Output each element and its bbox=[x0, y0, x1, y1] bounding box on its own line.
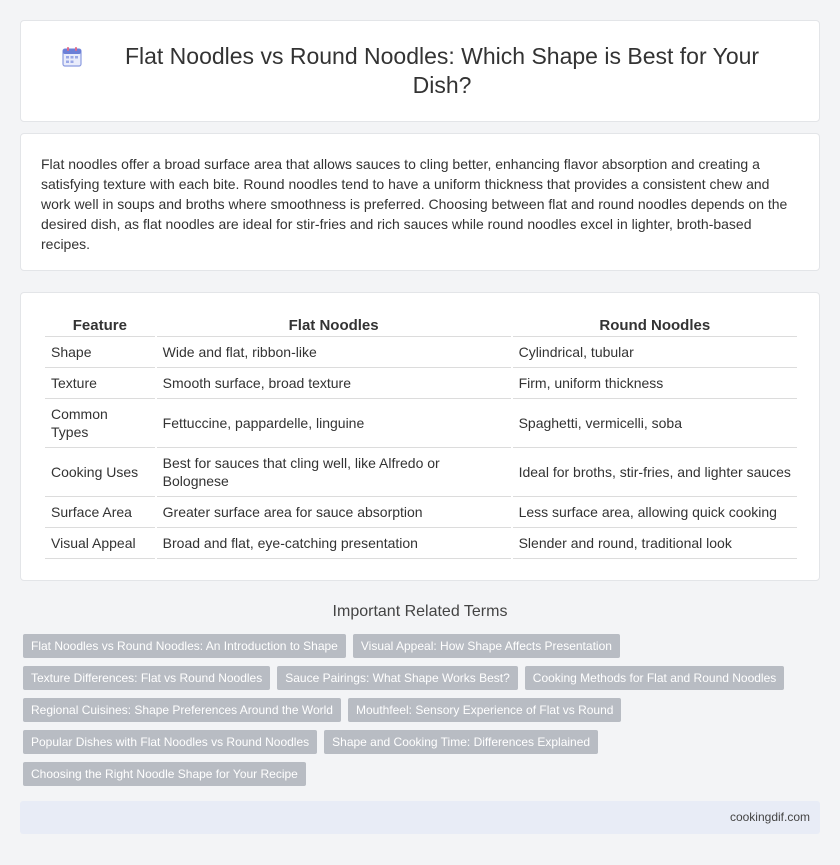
tag-row bbox=[23, 634, 813, 658]
table-cell: Visual Appeal bbox=[45, 528, 155, 559]
table-cell: Spaghetti, vermicelli, soba bbox=[513, 399, 797, 448]
related-tag-link[interactable]: Visual Appeal: How Shape Affects Presentation bbox=[353, 634, 620, 658]
related-tag-link[interactable]: Mouthfeel: Sensory Experience of Flat vs Round bbox=[348, 698, 621, 722]
table-cell: Texture bbox=[45, 368, 155, 399]
table-cell: Less surface area, allowing quick cooking bbox=[513, 497, 797, 528]
related-tag-link[interactable]: Popular Dishes with Flat Noodles vs Round Noodles bbox=[23, 730, 317, 754]
related-tag-link[interactable]: Cooking Methods for Flat and Round Noodles bbox=[525, 666, 784, 690]
table-cell: Slender and round, traditional look bbox=[513, 528, 797, 559]
table-row bbox=[45, 448, 797, 497]
table-cell: Smooth surface, broad texture bbox=[157, 368, 511, 399]
related-tags bbox=[23, 634, 813, 794]
table-row bbox=[45, 399, 797, 448]
related-tag-link[interactable]: Sauce Pairings: What Shape Works Best? bbox=[277, 666, 518, 690]
header-round-noodles: Round Noodles bbox=[513, 315, 797, 337]
table-cell: Common Types bbox=[45, 399, 155, 448]
table-cell: Greater surface area for sauce absorption bbox=[157, 497, 511, 528]
table-cell: Surface Area bbox=[45, 497, 155, 528]
intro-text: Flat noodles offer a broad surface area that allows sauces to cling better, enhancing flavor absorption and creating a satisfying texture with each bite. Round noodles tend to have a uniform thickness that provides a consistent chew and work well in soups and broths where smoothness is preferred. Choosing between flat and round noodles depends on the desired dish, as flat noodles are ideal for stir-fries and rich sauces while round noodles excel in lighter, broth-based recipes. bbox=[41, 156, 788, 252]
calendar-icon bbox=[60, 45, 84, 69]
table-cell: Fettuccine, pappardelle, linguine bbox=[157, 399, 511, 448]
tag-row bbox=[23, 730, 813, 754]
footer-site-link[interactable]: cookingdif.com bbox=[729, 810, 810, 824]
table-row bbox=[45, 497, 797, 528]
related-tag-link[interactable]: Choosing the Right Noodle Shape for Your Recipe bbox=[23, 762, 306, 786]
related-tag-link[interactable]: Regional Cuisines: Shape Preferences Around the World bbox=[23, 698, 341, 722]
table-cell: Cooking Uses bbox=[45, 448, 155, 497]
related-tag-link[interactable]: Flat Noodles vs Round Noodles: An Introduction to Shape bbox=[23, 634, 346, 658]
tag-row bbox=[23, 762, 813, 786]
table-cell: Wide and flat, ribbon-like bbox=[157, 337, 511, 368]
page-title: Flat Noodles vs Round Noodles: Which Shape is Best for Your Dish? bbox=[124, 43, 760, 98]
comparison-table bbox=[43, 315, 799, 559]
table-row bbox=[45, 368, 797, 399]
table-row bbox=[45, 528, 797, 559]
intro-card bbox=[20, 133, 820, 271]
table-cell: Shape bbox=[45, 337, 155, 368]
related-terms-title: Important Related Terms bbox=[332, 603, 508, 620]
table-header-row bbox=[45, 315, 797, 337]
tag-row bbox=[23, 698, 813, 722]
header-card bbox=[20, 20, 820, 122]
table-cell: Firm, uniform thickness bbox=[513, 368, 797, 399]
table-row bbox=[45, 337, 797, 368]
related-tag-link[interactable]: Shape and Cooking Time: Differences Explained bbox=[324, 730, 598, 754]
related-tag-link[interactable]: Texture Differences: Flat vs Round Noodles bbox=[23, 666, 270, 690]
table-cell: Broad and flat, eye-catching presentation bbox=[157, 528, 511, 559]
table-cell: Ideal for broths, stir-fries, and lighter sauces bbox=[513, 448, 797, 497]
title-wrap bbox=[60, 42, 780, 100]
table-cell: Cylindrical, tubular bbox=[513, 337, 797, 368]
tag-row bbox=[23, 666, 813, 690]
footer bbox=[20, 801, 820, 834]
comparison-table-card bbox=[20, 292, 820, 581]
header-flat-noodles: Flat Noodles bbox=[157, 315, 511, 337]
header-feature: Feature bbox=[45, 315, 155, 337]
table-cell: Best for sauces that cling well, like Alfredo or Bolognese bbox=[157, 448, 511, 497]
